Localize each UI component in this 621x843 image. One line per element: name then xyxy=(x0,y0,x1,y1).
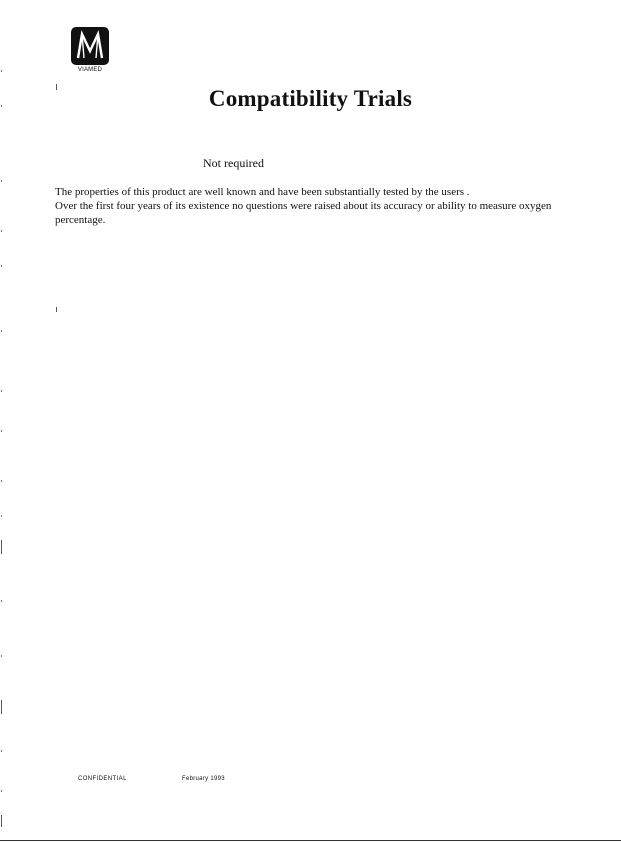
scan-mark xyxy=(56,307,57,312)
scan-mark xyxy=(1,790,2,792)
paragraph: Over the first four years of its existence no questions were raised about its accuracy or ability to measure oxygen percentage. xyxy=(55,200,552,226)
scan-mark xyxy=(1,655,2,657)
page-title: Compatibility Trials xyxy=(208,86,413,111)
scan-mark xyxy=(1,430,2,432)
logo-wordmark: VIAMED xyxy=(77,67,103,73)
viamed-logo-icon xyxy=(71,27,109,65)
scan-mark xyxy=(1,600,2,602)
scan-mark xyxy=(1,180,2,182)
scan-mark xyxy=(1,700,2,714)
body-text xyxy=(55,185,585,227)
company-logo xyxy=(71,27,109,77)
scan-mark xyxy=(1,70,2,72)
paragraph: The properties of this product are well known and have been substantially tested by the users . xyxy=(55,186,470,198)
scan-mark xyxy=(1,390,2,392)
footer-confidentiality: CONFIDENTIAL xyxy=(78,776,127,782)
scan-mark xyxy=(1,540,2,554)
scan-mark xyxy=(1,265,2,267)
footer-date: February 1993 xyxy=(182,776,225,782)
bottom-rule xyxy=(0,840,621,841)
scan-mark xyxy=(1,750,2,752)
scan-mark xyxy=(56,84,57,90)
scan-mark xyxy=(1,815,2,827)
scan-mark xyxy=(1,480,2,482)
scan-mark xyxy=(1,230,2,232)
scan-mark xyxy=(1,330,2,332)
status-text: Not required xyxy=(203,156,264,170)
scan-mark xyxy=(1,105,2,107)
scan-mark xyxy=(1,515,2,517)
